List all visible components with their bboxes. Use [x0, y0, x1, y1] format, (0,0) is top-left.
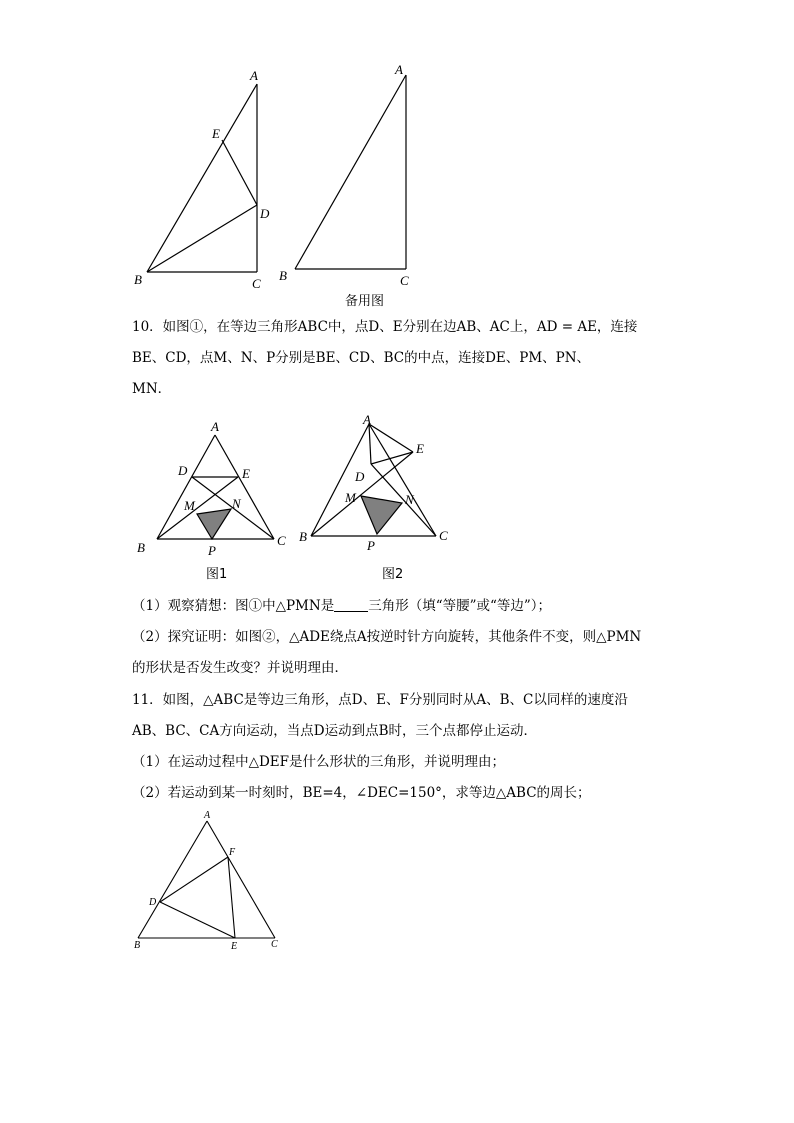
label-D: D — [260, 206, 270, 221]
figure-top-right — [275, 60, 425, 290]
label-N: N — [232, 496, 241, 511]
q10-part2-line1: （2）探究证明：如图②，△ADE绕点A按逆时针方向旋转，其他条件不变，则△PMN — [132, 629, 642, 645]
q11-line1: 11．如图，△ABC是等边三角形，点D、E、F分别同时从A、B、C以同样的速度沿 — [132, 692, 628, 708]
label-F: F — [229, 847, 236, 858]
label-C: C — [277, 533, 286, 548]
figure-top-left — [120, 60, 290, 300]
label-A: A — [211, 419, 219, 434]
label-B: B — [137, 540, 145, 555]
label-E: E — [416, 441, 424, 456]
q10-part1-before: （1）观察猜想：图①中△PMN是 — [132, 598, 335, 614]
label-B: B — [299, 529, 307, 544]
label-C: C — [271, 939, 278, 950]
label-D: D — [149, 897, 157, 908]
label-A: A — [250, 68, 258, 83]
figure-1-caption: 图1 — [206, 567, 228, 582]
figure-q11 — [125, 805, 290, 955]
q11-part2: （2）若运动到某一时刻时，BE=4，∠DEC=150°，求等边△ABC的周长； — [132, 785, 591, 801]
q11-line2: AB、BC、CA方向运动，当点D运动到点B时，三个点都停止运动． — [132, 723, 537, 739]
label-C: C — [252, 276, 261, 291]
q10-part1-after: 三角形（填“等腰”或“等边”）； — [368, 598, 552, 614]
label-C: C — [400, 273, 409, 288]
q11-part1: （1）在运动过程中△DEF是什么形状的三角形，并说明理由； — [132, 754, 506, 770]
label-B: B — [134, 272, 142, 287]
label-A: A — [395, 62, 403, 77]
label-A: A — [363, 412, 371, 427]
label-P: P — [367, 538, 375, 553]
label-D: D — [355, 469, 365, 484]
figure-1 — [130, 415, 300, 565]
answer-blank[interactable] — [334, 597, 368, 612]
label-D: D — [178, 463, 188, 478]
label-C: C — [439, 528, 448, 543]
figure-caption-spare: 备用图 — [345, 294, 385, 309]
label-E: E — [242, 466, 250, 481]
figure-2-caption: 图2 — [382, 567, 404, 582]
q10-line3: MN． — [132, 381, 172, 397]
label-E: E — [212, 126, 220, 141]
label-E: E — [231, 941, 238, 952]
label-A: A — [204, 810, 211, 821]
figure-2 — [295, 410, 455, 560]
q10-part2-line2: 的形状是否发生改变？并说明理由． — [132, 660, 348, 676]
q10-line1: 10．如图①，在等边三角形ABC中，点D、E分别在边AB、AC上，AD = AE，连接 — [132, 319, 638, 335]
label-B: B — [134, 940, 141, 951]
label-M: M — [345, 490, 356, 505]
label-P: P — [208, 543, 216, 558]
label-B: B — [279, 268, 287, 283]
label-N: N — [405, 492, 414, 507]
q10-part1 — [132, 596, 551, 616]
q10-line2: BE、CD，点M、N、P分别是BE、CD、BC的中点，连接DE、PM、PN、 — [132, 350, 591, 366]
label-M: M — [184, 498, 195, 513]
